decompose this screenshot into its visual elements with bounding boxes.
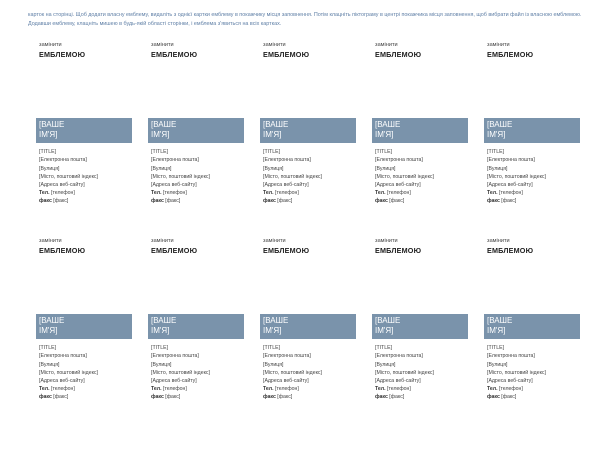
- fax-label: факс: [39, 394, 52, 400]
- logo-placeholder-top[interactable]: замінити: [151, 238, 174, 244]
- fax-row[interactable]: [375, 393, 434, 401]
- title-field[interactable]: [TITLE]: [39, 345, 57, 351]
- fax-value: [факс]: [53, 394, 69, 400]
- website-field[interactable]: [Адреса веб-сайту]: [487, 182, 533, 188]
- city-field[interactable]: [Місто, поштовий індекс]: [151, 174, 210, 180]
- website-field[interactable]: [Адреса веб-сайту]: [375, 182, 421, 188]
- email-field[interactable]: [Електронна пошта]: [151, 157, 199, 163]
- fax-label: факс: [263, 198, 276, 204]
- name-placeholder[interactable]: [260, 118, 356, 143]
- instructions-text: [28, 11, 594, 29]
- name-line-2: ІМ'Я]: [487, 130, 506, 139]
- name-line-1: [ВАШЕ: [151, 120, 177, 129]
- name-line-2: ІМ'Я]: [263, 130, 282, 139]
- title-field[interactable]: [TITLE]: [39, 149, 57, 155]
- phone-value: [телефон]: [51, 190, 75, 196]
- phone-label: Тел.: [39, 386, 50, 392]
- phone-label: Тел.: [151, 190, 162, 196]
- street-field[interactable]: [Вулиця]: [487, 166, 508, 172]
- name-placeholder[interactable]: [36, 314, 132, 339]
- website-field[interactable]: [Адреса веб-сайту]: [39, 378, 85, 384]
- contact-details: [263, 148, 322, 205]
- city-field[interactable]: [Місто, поштовий індекс]: [39, 174, 98, 180]
- fax-value: [факс]: [501, 198, 517, 204]
- phone-value: [телефон]: [387, 190, 411, 196]
- logo-placeholder-main[interactable]: ЕМБЛЕМОЮ: [263, 50, 310, 59]
- contact-details: [375, 148, 434, 205]
- phone-row[interactable]: [375, 189, 434, 197]
- name-line-2: ІМ'Я]: [39, 130, 58, 139]
- city-field[interactable]: [Місто, поштовий індекс]: [263, 370, 322, 376]
- logo-placeholder-main[interactable]: ЕМБЛЕМОЮ: [39, 50, 86, 59]
- fax-value: [факс]: [277, 198, 293, 204]
- email-field[interactable]: [Електронна пошта]: [263, 353, 311, 359]
- logo-placeholder-main[interactable]: ЕМБЛЕМОЮ: [487, 50, 534, 59]
- phone-row[interactable]: [263, 385, 322, 393]
- name-line-1: [ВАШЕ: [39, 120, 65, 129]
- fax-label: факс: [375, 198, 388, 204]
- phone-label: Тел.: [375, 190, 386, 196]
- street-field[interactable]: [Вулиця]: [39, 362, 60, 368]
- phone-value: [телефон]: [51, 386, 75, 392]
- street-field[interactable]: [Вулиця]: [263, 166, 284, 172]
- name-line-1: [ВАШЕ: [263, 120, 289, 129]
- phone-label: Тел.: [487, 386, 498, 392]
- phone-row[interactable]: [263, 189, 322, 197]
- fax-row[interactable]: [151, 393, 210, 401]
- name-placeholder[interactable]: [484, 118, 580, 143]
- logo-placeholder-top[interactable]: замінити: [375, 42, 398, 48]
- email-field[interactable]: [Електронна пошта]: [263, 157, 311, 163]
- name-placeholder[interactable]: [372, 314, 468, 339]
- contact-details: [39, 148, 98, 205]
- fax-value: [факс]: [389, 394, 405, 400]
- logo-placeholder-top[interactable]: замінити: [263, 42, 286, 48]
- title-field[interactable]: [TITLE]: [151, 345, 169, 351]
- fax-row[interactable]: [263, 393, 322, 401]
- logo-placeholder-top[interactable]: замінити: [375, 238, 398, 244]
- name-placeholder[interactable]: [484, 314, 580, 339]
- phone-row[interactable]: [487, 189, 546, 197]
- website-field[interactable]: [Адреса веб-сайту]: [263, 182, 309, 188]
- name-line-2: ІМ'Я]: [487, 326, 506, 335]
- logo-placeholder-main[interactable]: ЕМБЛЕМОЮ: [375, 246, 422, 255]
- phone-value: [телефон]: [499, 190, 523, 196]
- phone-row[interactable]: [39, 385, 98, 393]
- city-field[interactable]: [Місто, поштовий індекс]: [487, 174, 546, 180]
- city-field[interactable]: [Місто, поштовий індекс]: [39, 370, 98, 376]
- contact-details: [375, 344, 434, 401]
- instructions-line-1: карток на сторінці. Щоб додати власну емблему, видаліть з однієї картки емблему в покажчику місця заповнення. Потім клацніть піктограму в центрі покажчика місця заповнення, щоб вибрати файл із власною емблемою.: [28, 12, 582, 18]
- fax-label: факс: [375, 394, 388, 400]
- email-field[interactable]: [Електронна пошта]: [39, 157, 87, 163]
- city-field[interactable]: [Місто, поштовий індекс]: [375, 174, 434, 180]
- logo-placeholder-main[interactable]: ЕМБЛЕМОЮ: [263, 246, 310, 255]
- phone-value: [телефон]: [275, 386, 299, 392]
- name-line-1: [ВАШЕ: [375, 316, 401, 325]
- title-field[interactable]: [TITLE]: [263, 149, 281, 155]
- name-line-1: [ВАШЕ: [487, 316, 513, 325]
- email-field[interactable]: [Електронна пошта]: [487, 157, 535, 163]
- street-field[interactable]: [Вулиця]: [151, 362, 172, 368]
- contact-details: [151, 344, 210, 401]
- fax-value: [факс]: [277, 394, 293, 400]
- name-line-1: [ВАШЕ: [263, 316, 289, 325]
- name-line-2: ІМ'Я]: [39, 326, 58, 335]
- city-field[interactable]: [Місто, поштовий індекс]: [487, 370, 546, 376]
- fax-row[interactable]: [375, 197, 434, 205]
- city-field[interactable]: [Місто, поштовий індекс]: [263, 174, 322, 180]
- logo-placeholder-top[interactable]: замінити: [487, 42, 510, 48]
- phone-label: Тел.: [39, 190, 50, 196]
- title-field[interactable]: [TITLE]: [487, 149, 505, 155]
- phone-row[interactable]: [151, 385, 210, 393]
- street-field[interactable]: [Вулиця]: [263, 362, 284, 368]
- fax-value: [факс]: [53, 198, 69, 204]
- phone-value: [телефон]: [275, 190, 299, 196]
- city-field[interactable]: [Місто, поштовий індекс]: [151, 370, 210, 376]
- email-field[interactable]: [Електронна пошта]: [151, 353, 199, 359]
- phone-row[interactable]: [375, 385, 434, 393]
- fax-row[interactable]: [487, 197, 546, 205]
- phone-row[interactable]: [39, 189, 98, 197]
- website-field[interactable]: [Адреса веб-сайту]: [263, 378, 309, 384]
- phone-row[interactable]: [151, 189, 210, 197]
- fax-row[interactable]: [487, 393, 546, 401]
- phone-value: [телефон]: [163, 190, 187, 196]
- fax-label: факс: [263, 394, 276, 400]
- website-field[interactable]: [Адреса веб-сайту]: [151, 378, 197, 384]
- name-line-1: [ВАШЕ: [151, 316, 177, 325]
- logo-placeholder-main[interactable]: ЕМБЛЕМОЮ: [151, 246, 198, 255]
- contact-details: [487, 344, 546, 401]
- email-field[interactable]: [Електронна пошта]: [375, 353, 423, 359]
- fax-row[interactable]: [39, 197, 98, 205]
- phone-row[interactable]: [487, 385, 546, 393]
- logo-placeholder-top[interactable]: замінити: [39, 42, 62, 48]
- phone-label: Тел.: [375, 386, 386, 392]
- street-field[interactable]: [Вулиця]: [375, 166, 396, 172]
- website-field[interactable]: [Адреса веб-сайту]: [375, 378, 421, 384]
- fax-label: факс: [151, 198, 164, 204]
- email-field[interactable]: [Електронна пошта]: [375, 157, 423, 163]
- logo-placeholder-top[interactable]: замінити: [151, 42, 174, 48]
- name-line-2: ІМ'Я]: [375, 326, 394, 335]
- title-field[interactable]: [TITLE]: [375, 149, 393, 155]
- fax-value: [факс]: [389, 198, 405, 204]
- phone-value: [телефон]: [387, 386, 411, 392]
- phone-value: [телефон]: [499, 386, 523, 392]
- title-field[interactable]: [TITLE]: [375, 345, 393, 351]
- logo-placeholder-main[interactable]: ЕМБЛЕМОЮ: [39, 246, 86, 255]
- logo-placeholder-main[interactable]: ЕМБЛЕМОЮ: [151, 50, 198, 59]
- phone-value: [телефон]: [163, 386, 187, 392]
- email-field[interactable]: [Електронна пошта]: [39, 353, 87, 359]
- website-field[interactable]: [Адреса веб-сайту]: [39, 182, 85, 188]
- name-placeholder[interactable]: [36, 118, 132, 143]
- logo-placeholder-main[interactable]: ЕМБЛЕМОЮ: [375, 50, 422, 59]
- name-line-1: [ВАШЕ: [375, 120, 401, 129]
- fax-label: факс: [39, 198, 52, 204]
- street-field[interactable]: [Вулиця]: [151, 166, 172, 172]
- website-field[interactable]: [Адреса веб-сайту]: [487, 378, 533, 384]
- fax-value: [факс]: [165, 198, 181, 204]
- logo-placeholder-top[interactable]: замінити: [263, 238, 286, 244]
- fax-row[interactable]: [39, 393, 98, 401]
- fax-row[interactable]: [263, 197, 322, 205]
- name-placeholder[interactable]: [148, 118, 244, 143]
- contact-details: [263, 344, 322, 401]
- logo-placeholder-top[interactable]: замінити: [487, 238, 510, 244]
- name-line-1: [ВАШЕ: [39, 316, 65, 325]
- contact-details: [151, 148, 210, 205]
- fax-row[interactable]: [151, 197, 210, 205]
- email-field[interactable]: [Електронна пошта]: [487, 353, 535, 359]
- name-placeholder[interactable]: [372, 118, 468, 143]
- street-field[interactable]: [Вулиця]: [375, 362, 396, 368]
- phone-label: Тел.: [263, 386, 274, 392]
- name-line-1: [ВАШЕ: [487, 120, 513, 129]
- phone-label: Тел.: [487, 190, 498, 196]
- contact-details: [39, 344, 98, 401]
- logo-placeholder-main[interactable]: ЕМБЛЕМОЮ: [487, 246, 534, 255]
- phone-label: Тел.: [151, 386, 162, 392]
- contact-details: [487, 148, 546, 205]
- name-line-2: ІМ'Я]: [375, 130, 394, 139]
- title-field[interactable]: [TITLE]: [263, 345, 281, 351]
- phone-label: Тел.: [263, 190, 274, 196]
- name-placeholder[interactable]: [148, 314, 244, 339]
- name-line-2: ІМ'Я]: [151, 326, 170, 335]
- fax-value: [факс]: [165, 394, 181, 400]
- title-field[interactable]: [TITLE]: [151, 149, 169, 155]
- fax-label: факс: [151, 394, 164, 400]
- fax-value: [факс]: [501, 394, 517, 400]
- city-field[interactable]: [Місто, поштовий індекс]: [375, 370, 434, 376]
- website-field[interactable]: [Адреса веб-сайту]: [151, 182, 197, 188]
- fax-label: факс: [487, 394, 500, 400]
- street-field[interactable]: [Вулиця]: [39, 166, 60, 172]
- fax-label: факс: [487, 198, 500, 204]
- name-line-2: ІМ'Я]: [151, 130, 170, 139]
- title-field[interactable]: [TITLE]: [487, 345, 505, 351]
- street-field[interactable]: [Вулиця]: [487, 362, 508, 368]
- name-placeholder[interactable]: [260, 314, 356, 339]
- instructions-line-2: Додавши емблему, клацніть мишею в будь-якій області сторінки, і емблема з'явиться на всіх картках.: [28, 21, 282, 27]
- name-line-2: ІМ'Я]: [263, 326, 282, 335]
- logo-placeholder-top[interactable]: замінити: [39, 238, 62, 244]
